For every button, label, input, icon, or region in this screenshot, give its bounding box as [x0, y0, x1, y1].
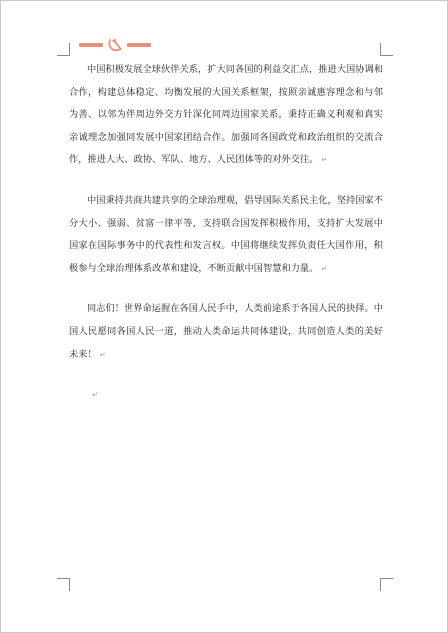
empty-paragraph: [69, 384, 383, 406]
hammer-sickle-icon: [107, 38, 123, 52]
crop-mark-bottom-left: [57, 578, 70, 591]
crop-mark-top-right: [380, 43, 393, 56]
crop-mark-top-left: [57, 43, 70, 56]
paragraph-1-text: 中国积极发展全球伙伴关系，扩大同各国的利益交汇点，推进大国协调和合作，构建总体稳定、均衡发展的大国关系框架，按照亲诚惠容理念和与邻为善、以邻为伴周边外交方针深化同周边国家关系，秉持正确义利观和真实亲诚理念加强同发展中国家团结合作。加强同各国政党和政治组织的交流合作，推进人大、政协、军队、地方、人民团体等的对外交往。: [69, 64, 383, 166]
header-emblem: [79, 38, 151, 52]
emblem-bar-right: [127, 43, 151, 47]
paragraph-mark: ↵: [99, 350, 106, 359]
paragraph-3-text: 同志们！世界命运握在各国人民手中，人类前途系于各国人民的抉择。中国人民愿同各国人民一道，推动人类命运共同体建设，共同创造人类的美好未来！: [69, 303, 383, 360]
document-body[interactable]: [69, 59, 383, 406]
paragraph-mark: ↵: [321, 264, 328, 273]
paragraph-2: [69, 190, 383, 280]
paragraph-2-text: 中国秉持共商共建共享的全球治理观，倡导国际关系民主化，坚持国家不分大小、强弱、贫富一律平等，支持联合国发挥积极作用，支持扩大发展中国家在国际事务中的代表性和发言权。中国将继续发挥负责任大国作用，积极参与全球治理体系改革和建设，不断贡献中国智慧和力量。: [69, 194, 383, 274]
paragraph-3: [69, 298, 383, 366]
paragraph-mark: ↵: [92, 391, 98, 400]
crop-mark-bottom-right: [380, 578, 393, 591]
paragraph-1: [69, 59, 383, 172]
paragraph-mark: ↵: [321, 156, 328, 165]
emblem-bar-left: [79, 43, 103, 47]
